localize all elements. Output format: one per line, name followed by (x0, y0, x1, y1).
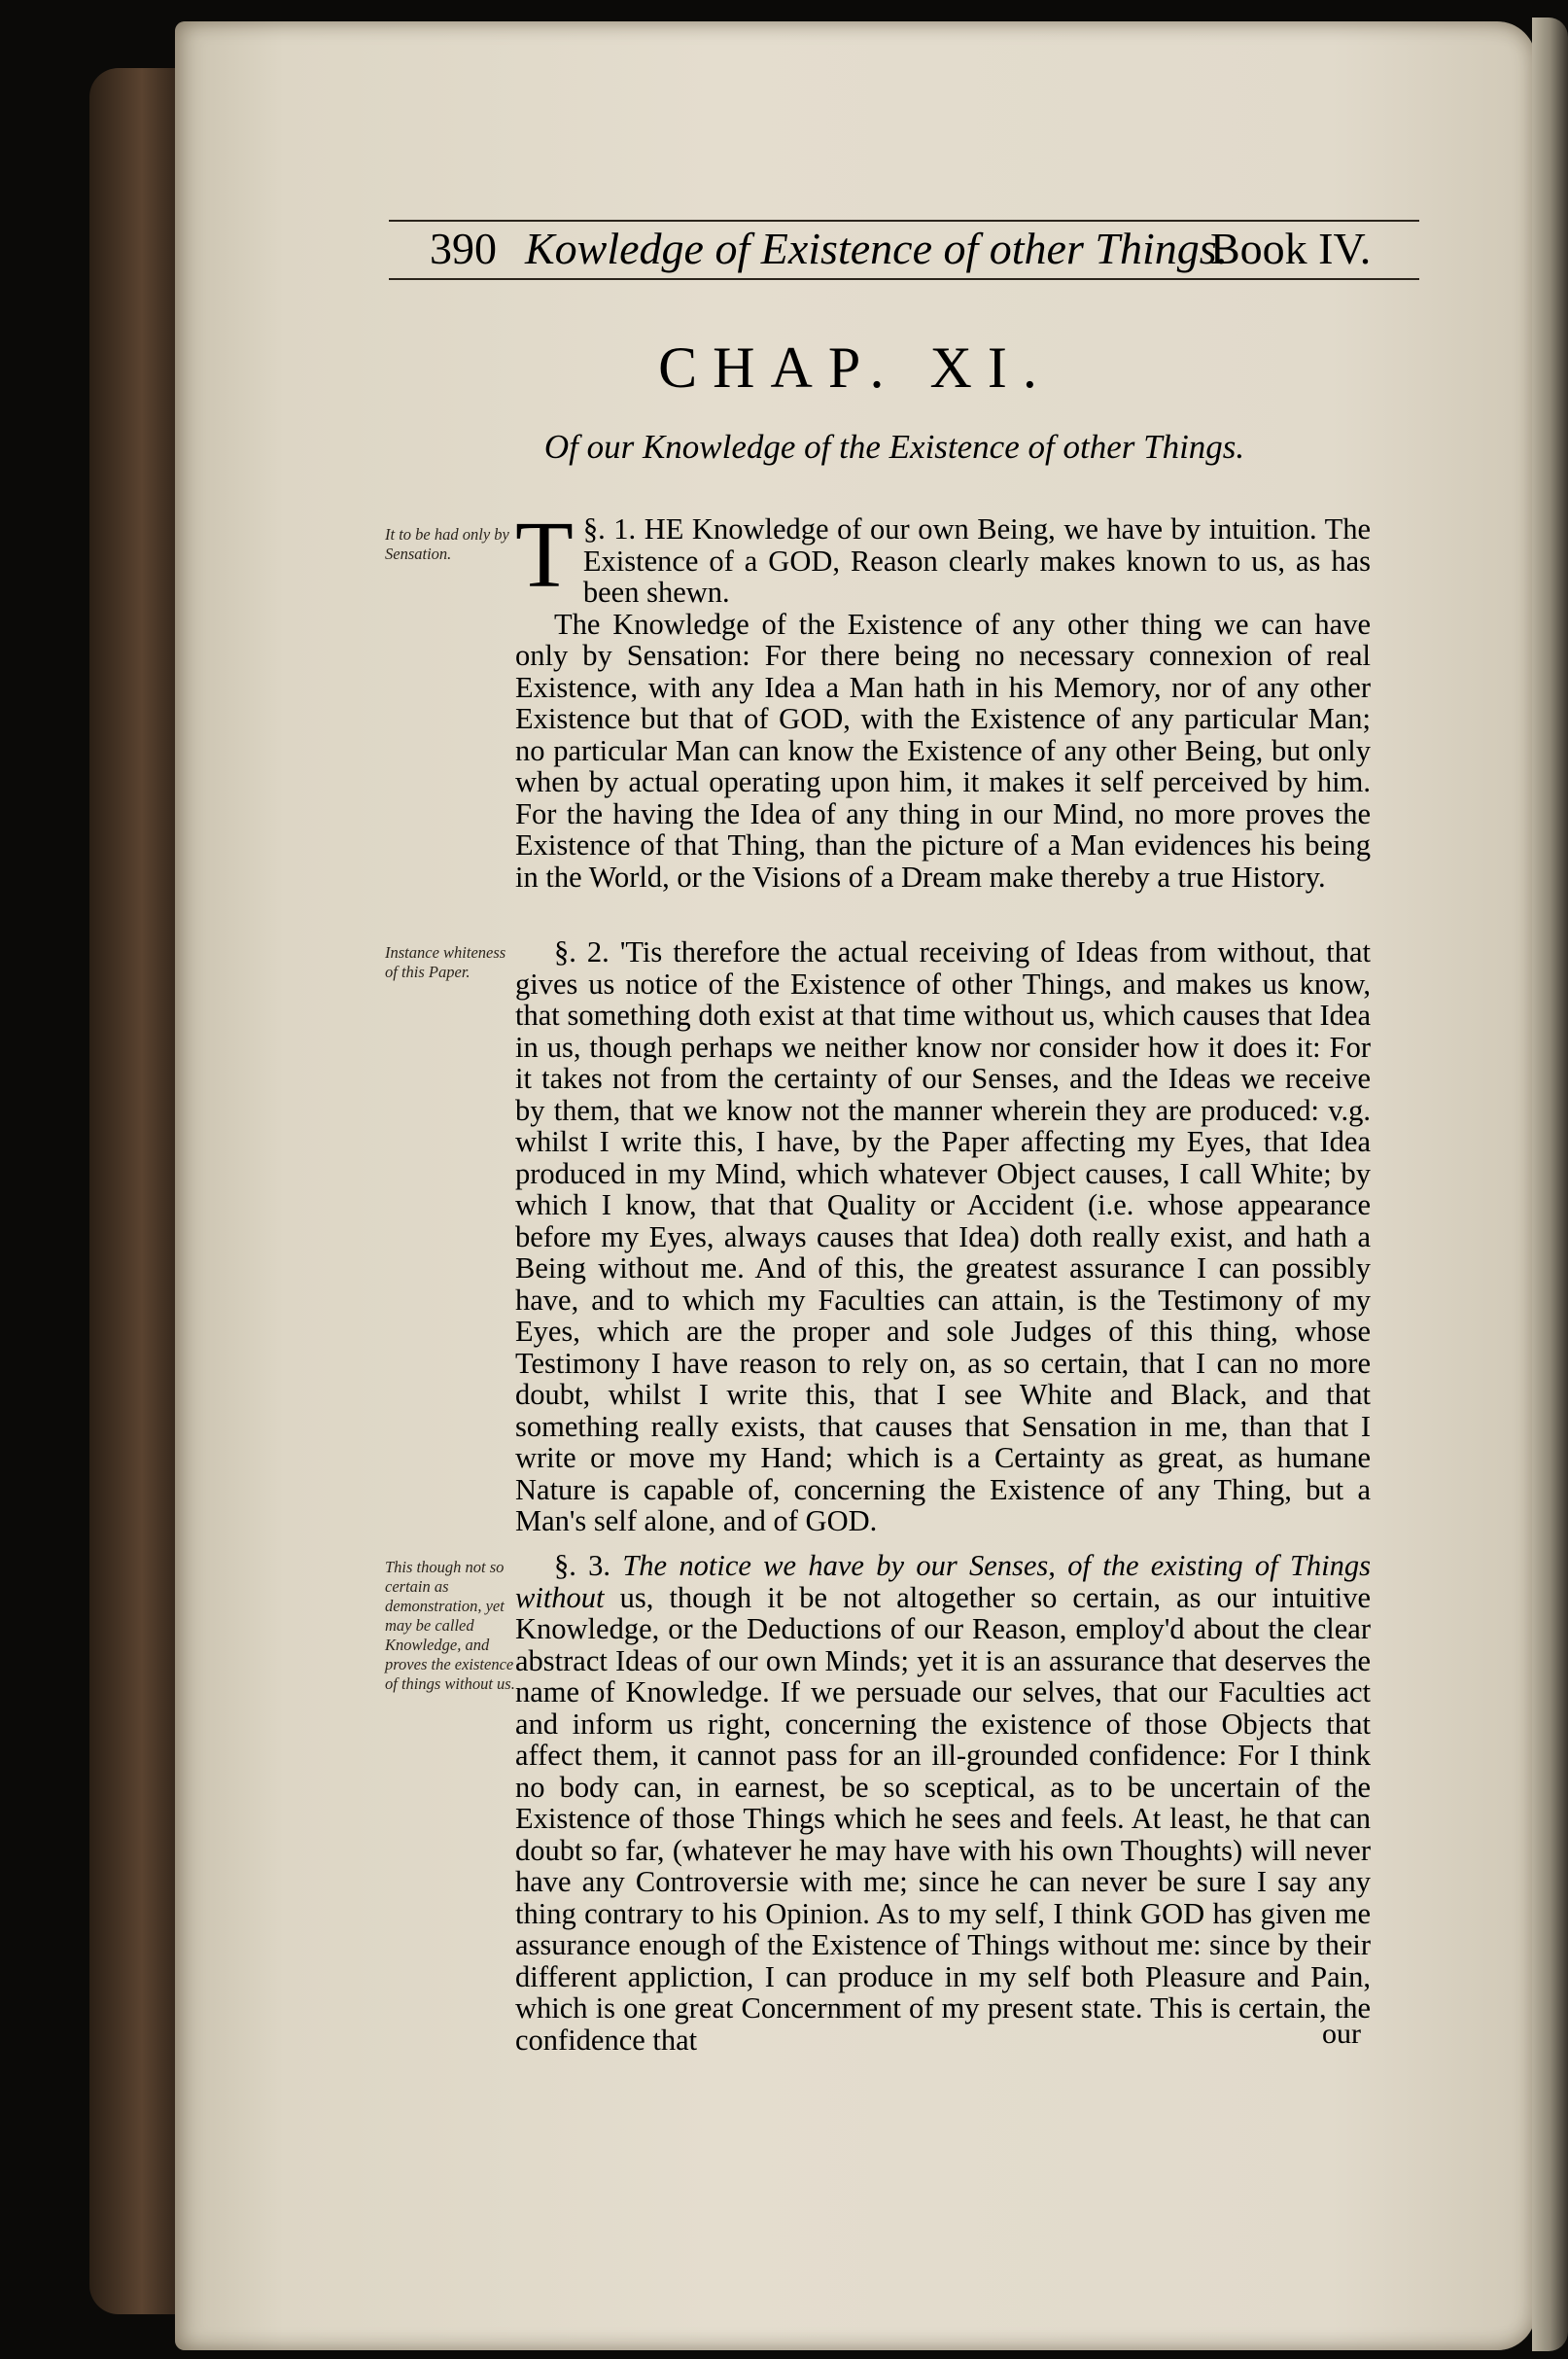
section-2-text: 'Tis therefore the actual receiving of Ideas from without, that gives us notice of the Existence of other Things, and makes us know, that something doth exist at that time without us, which causes that Idea in us, though perhaps we neither know nor consider how it does it: For it takes not from the certainty of our Senses, and the Ideas we receive by them, that we know not the manner wherein they are produced: v.g. whilst I write this, I have, by the Paper affecting my Eyes, that Idea produced in my Mind, which whatever Object causes, I call White; by which I know, that that Quality or Accident (i.e. whose appearance before my Eyes, always causes that Idea) doth really exist, and hath a Being without me. And of this, the greatest assurance I can possibly have, and to which my Faculties can attain, is the Testimony of my Eyes, which are the proper and sole Judges of this thing, whose Testimony I have reason to rely on, as so certain, that I can no more doubt, whilst I write this, that I see White and Black, and that something really exists, that causes that Sensation in me, than that I write or move my Hand; which is a Certainty as great, as humane Nature is capable of, concerning the Existence of any Thing, but a Man's self alone, and of GOD. (515, 935, 1372, 1537)
book-label: Book IV. (1210, 224, 1372, 273)
margin-note-1: It to be had only by Sensation. (385, 525, 509, 563)
header-rule-bottom (389, 278, 1419, 280)
section-1-paragraph (515, 503, 1372, 609)
section-3-italic: The notice we have by our Senses, of the existing of Things without (515, 1549, 1371, 1614)
section-3-paragraph (515, 1550, 1371, 2056)
catchword: our (1322, 2018, 1361, 2050)
page-edge (1532, 18, 1568, 2351)
section-2-paragraph (515, 936, 1371, 1537)
section-2 (515, 936, 1371, 1537)
section-3-label: §. 3. (554, 1549, 611, 1582)
page-number: 390 (430, 224, 497, 273)
section-1-label: §. 1. (582, 512, 637, 546)
chapter-title: CHAP. XI. (658, 335, 1053, 400)
section-3 (515, 1550, 1371, 2056)
section-1-paragraph-2: The Knowledge of the Existence of any other thing we can have only by Sensation: For there being no necessary connexion of real Existence, with any Idea a Man hath in his Memory, nor of any other Existence but that of GOD, with the Existence of any particular Man; no particular Man can know the Existence of any other Being, but only when by actual operating upon him, it makes it self perceived by him. For the having the Idea of any thing in our Mind, no more proves the Existence of that Thing, than the picture of a Man evidences his being in the World, or the Visions of a Dream make thereby a true History. (515, 607, 1371, 894)
drop-cap: T (515, 503, 574, 608)
section-1-text: HE Knowledge of our own Being, we have by intuition. The Existence of a GOD, Reason clearly makes known to us, as has been shewn. (582, 512, 1372, 609)
chapter-subtitle: Of our Knowledge of the Existence of other Things. (543, 428, 1245, 466)
section-2-label: §. 2. (554, 935, 610, 968)
section-3-text: us, though it be not altogether so certain, as our intuitive Knowledge, or the Deductions of our Reason, employ'd about the clear abstract Ideas of our own Minds; yet it is an assurance that deserves the name of Knowledge. If we persuade our selves, that our Faculties act and inform us right, concerning the existence of those Objects that affect them, it cannot pass for an ill-grounded confidence: For I think no body can, in earnest, be so sceptical, as to be uncertain of the Existence of those Things which he sees and feels. At least, he that can doubt so far, (whatever he may have with his own Thoughts) will never have any Controversie with me; since he can never be sure I say any thing contrary to his Opinion. As to my self, I think GOD has given me assurance enough of the Existence of Things without me: since by their different appliction, I can produce in my self both Pleasure and Pain, which is one great Concernment of my present state. This is certain, the confidence that (515, 1580, 1371, 2057)
section-1 (515, 503, 1372, 894)
margin-note-2: Instance whiteness of this Paper. (385, 943, 506, 981)
margin-note-3: This though not so certain as demonstration, yet may be called Knowledge, and proves the existence of things without us. (385, 1558, 515, 1693)
running-title: Kowledge of Existence of other Things. (525, 224, 1229, 273)
